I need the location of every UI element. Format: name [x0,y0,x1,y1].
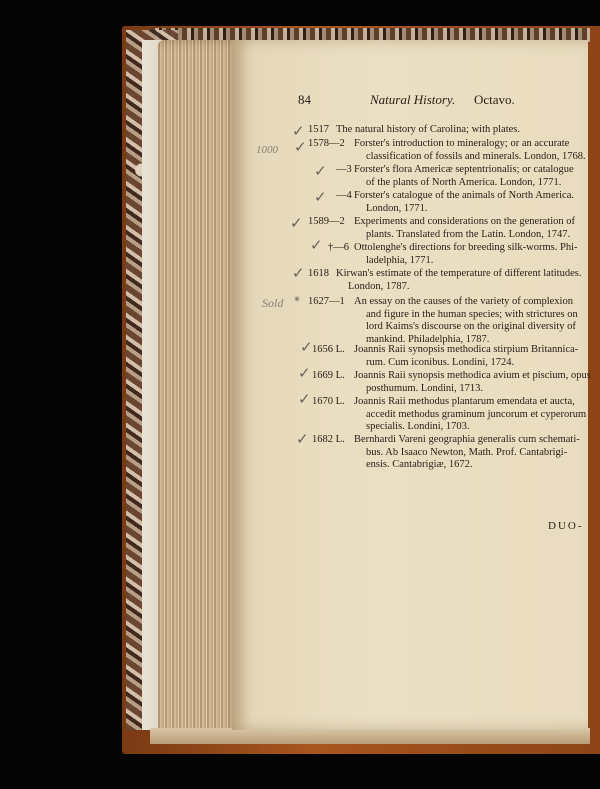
entry-line: classification of fossils and minerals. London, 1768. [366,150,586,162]
check-mark-icon: ✓ [300,338,313,356]
entry-line: plants. Translated from the Latin. London, 1747. [366,228,571,240]
book-page [232,40,591,730]
entry-number: —3 [336,164,352,175]
margin-note: 1000 [256,144,278,156]
entry-line: Forster's flora Americæ septentrionalis; or catalogue [354,164,574,175]
catalogue-entry [308,268,581,293]
entry-line: bus. Ab Isaaco Newton, Math. Prof. Cantabrigi- [366,446,568,458]
catalogue-entry [336,190,574,215]
catchword: DUO- [548,520,584,532]
catalogue-entry [328,242,578,267]
entry-number: 1669 L. [312,370,345,381]
entry-line: accedit methodus graminum juncorum et cyperorum [366,408,587,420]
entry-number: 1517 [308,124,329,135]
margin-note: Sold [262,296,284,310]
page-number: 84 [298,92,311,107]
entry-line: The natural history of Carolina; with plates. [336,124,520,135]
entry-line: Joannis Raii methodus plantarum emendata et aucta, [354,396,575,407]
check-mark-icon: ✓ [290,214,303,232]
catalogue-entry [308,124,520,137]
bottom-page-edge [150,728,590,744]
entry-line: Bernhardi Vareni geographia generalis cum schemati- [354,434,580,445]
catalogue-entry [312,344,578,369]
star-icon: * [294,294,300,308]
entry-line: ensis. Cantabrigiæ, 1672. [366,459,473,470]
check-mark-icon: ✓ [292,122,305,140]
entry-line: of the plants of North America. London, 1771. [366,176,562,188]
catalogue-entry [312,370,591,395]
catalogue-entry [312,396,586,434]
catalogue-entry [308,216,575,241]
check-mark-icon: ✓ [314,162,327,180]
entry-number: —4 [336,190,352,201]
catalogue-entry [312,434,580,472]
page-format: Octavo. [474,92,515,107]
check-mark-icon: ✓ [292,264,305,282]
entry-line: Ottolenghe's directions for breeding silk-worms. Phi- [354,242,578,253]
entry-line: Forster's catalogue of the animals of North America. [354,190,574,201]
entry-number: 1627—1 [308,296,345,307]
entry-line: London, 1787. [348,280,410,292]
catalogue-entry [336,164,574,189]
entry-line: rum. Cum iconibus. Londini, 1724. [366,356,515,368]
entry-line: posthumum. Londini, 1713. [366,382,483,394]
page-title: Natural History. [370,92,456,107]
entry-line: and figure in the human species; with strictures on [366,308,578,320]
entry-line: Experiments and considerations on the generation of [354,216,576,227]
entry-line: Kirwan's estimate of the temperature of different latitudes. [336,268,582,279]
page-edges [158,40,240,740]
check-mark-icon: ✓ [294,138,307,156]
entry-line: An essay on the causes of the variety of complexion [354,296,573,307]
check-mark-icon: ✓ [296,430,309,448]
entry-number: †—6 [328,242,349,253]
check-mark-icon: ✓ [298,390,311,408]
entry-line: Forster's introduction to mineralogy; or an accurate [354,138,570,149]
catalogue-entry [308,138,586,163]
entry-line: London, 1771. [366,202,428,214]
entry-line: specialis. Londini, 1703. [366,421,470,432]
entry-number: 1656 L. [312,344,345,355]
entry-number: 1670 L. [312,396,345,407]
check-mark-icon: ✓ [310,236,323,254]
entry-number: 1618 [308,268,329,279]
entry-number: 1589—2 [308,216,345,227]
entry-line: Joannis Raii synopsis methodica avium et piscium, opus [354,370,591,381]
catalogue-entry [308,296,578,346]
entry-line: mankind. Philadelphia, 1787. [366,333,490,345]
entry-line: lord Kaims's discourse on the original diversity of [366,321,576,332]
entry-line: Joannis Raii synopsis methodica stirpium Britannica- [354,344,579,355]
check-mark-icon: ✓ [314,188,327,206]
entry-line: ladelphia, 1771. [366,254,434,266]
entry-number: 1682 L. [312,434,345,445]
check-mark-icon: ✓ [298,364,311,382]
entry-number: 1578—2 [308,138,345,149]
